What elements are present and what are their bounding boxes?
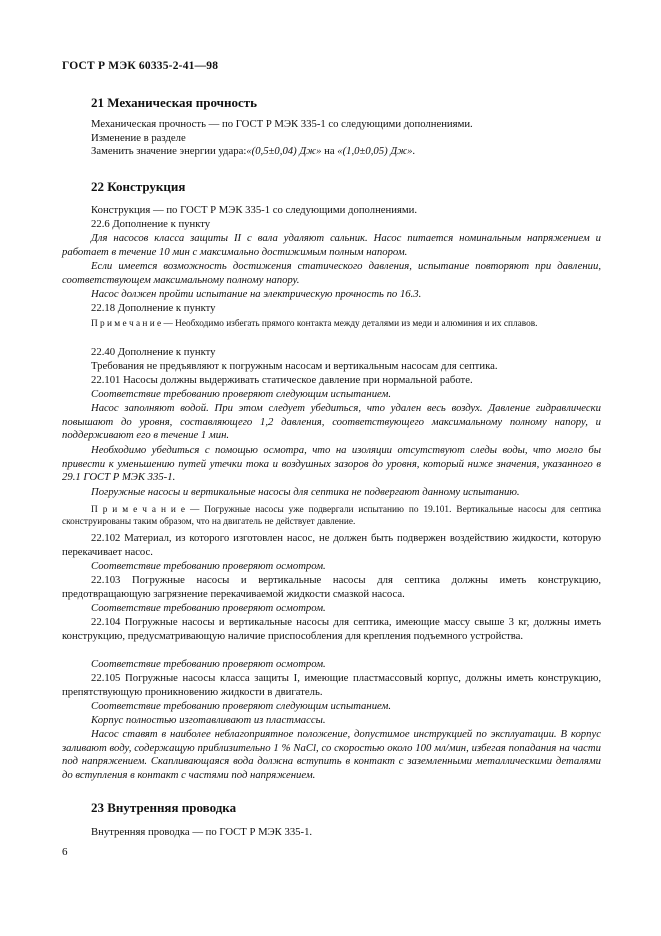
new-value: «(1,0±0,05) Дж» xyxy=(337,145,413,158)
note-label: П р и м е ч а н и е xyxy=(91,505,185,515)
clause-22-6-para-1: Для насосов класса защиты II с вала удаляют сальник. Насос питается номинальным напряжением и работает в течение 10 мин с максимально достижимым полным напором. xyxy=(62,232,601,258)
clause-22-101-text: 22.101 Насосы должны выдерживать статическое давление при нормальной работе. xyxy=(91,374,473,386)
section-21-line-2: Изменение в разделе xyxy=(91,131,186,144)
old-value: «(0,5±0,04) Дж» xyxy=(246,145,322,158)
note-label: П р и м е ч а н и е xyxy=(91,319,162,329)
section-22-heading: 22 Конструкция xyxy=(91,179,186,194)
clause-22-101-compliance: Соответствие требованию проверяют следующим испытанием. xyxy=(91,388,392,400)
clause-22-104-compliance: Соответствие требованию проверяют осмотром. xyxy=(91,658,326,670)
clause-22-40-text: Требования не предъявляют к погружным насосам и вертикальным насосам для септика. xyxy=(91,360,498,372)
clause-22-6-para-2: Если имеется возможность достижения статического давления, испытание повторяют при давлении, соответствующем максимальному полному напору. xyxy=(62,260,601,286)
clause-22-105-para-2: Насос ставят в наиболее неблагоприятное положение, допустимое инструкцией по эксплуатации. В корпус заливают воду, содержащую приблизительно 1 % NaCl, со скоростью около 100 мл/мин, избегая попадания на части под напряжением. Скапливающаяся вода должна вступить в контакт с заземленными металлическими деталями до вступления в контакт с частями под напряжением. xyxy=(62,728,601,781)
section-21-line-3 xyxy=(91,145,601,159)
clause-22-103-compliance: Соответствие требованию проверяют осмотром. xyxy=(91,602,326,614)
clause-22-103-text: 22.103 Погружные насосы и вертикальные насосы для септика должны иметь конструкцию, предотвращающую загрязнение перекачиваемой жидкости смазкой насоса. xyxy=(62,574,601,600)
clause-22-102-text: 22.102 Материал, из которого изготовлен насос, не должен быть подвержен воздействию жидкости, которую перекачивает насос. xyxy=(62,532,601,558)
clause-22-102-compliance: Соответствие требованию проверяют осмотром. xyxy=(91,560,326,572)
section-21-line-1: Механическая прочность — по ГОСТ Р МЭК 335-1 со следующими дополнениями. xyxy=(91,118,473,130)
text: на xyxy=(321,145,338,158)
note-text: — Необходимо избегать прямого контакта между деталями из меди и алюминия и их сплавов. xyxy=(161,319,538,329)
note-2 xyxy=(62,504,601,528)
note-text: — Погружные насосы уже подвергали испытанию по 19.101. Вертикальные насосы для септика сконструированы таким образом, что на двигатель не действует давление. xyxy=(62,505,601,528)
clause-22-101-para-2: Необходимо убедиться с помощью осмотра, что на изоляции отсутствуют следы воды, что могло бы привести к уменьшению путей утечки тока и воздушных зазоров до уровня, который ниже значения, указанного в 29.1 ГОСТ Р МЭК 335-1. xyxy=(62,444,601,484)
section-23-text: Внутренняя проводка — по ГОСТ Р МЭК 335-1. xyxy=(91,826,313,838)
clause-22-105-text: 22.105 Погружные насосы класса защиты I, имеющие пластмассовый корпус, должны иметь конструкцию, препятствующую проникновению жидкости в двигатель. xyxy=(62,672,601,698)
page-number: 6 xyxy=(62,846,68,858)
clause-22-6-title: 22.6 Дополнение к пункту xyxy=(91,218,211,230)
document-header: ГОСТ Р МЭК 60335-2-41—98 xyxy=(62,60,219,72)
section-22-intro: Конструкция — по ГОСТ Р МЭК 335-1 со следующими дополнениями. xyxy=(91,204,418,216)
text: Заменить значение энергии удара: xyxy=(91,145,247,158)
clause-22-105-compliance: Соответствие требованию проверяют следующим испытанием. xyxy=(91,700,392,712)
clause-22-40-title: 22.40 Дополнение к пункту xyxy=(91,346,216,358)
clause-22-18-title: 22.18 Дополнение к пункту xyxy=(91,302,216,314)
section-23-heading: 23 Внутренняя проводка xyxy=(91,800,237,815)
text: . xyxy=(412,145,416,158)
clause-22-101-para-3: Погружные насосы и вертикальные насосы для септика не подвергают данному испытанию. xyxy=(91,486,520,498)
clause-22-104-text: 22.104 Погружные насосы и вертикальные насосы для септика, имеющие массу свыше 3 кг, должны иметь конструкцию, предусматривающую наличие приспособления для крепления подъемного устройства. xyxy=(62,616,601,642)
clause-22-105-para-1: Корпус полностью изготавливают из пластмассы. xyxy=(91,714,326,726)
section-21-heading: 21 Механическая прочность xyxy=(91,95,258,110)
clause-22-6-para-3: Насос должен пройти испытание на электрическую прочность по 16.3. xyxy=(91,288,422,300)
note-1 xyxy=(62,318,601,330)
clause-22-101-para-1: Насос заполняют водой. При этом следует убедиться, что удален весь воздух. Давление гидравлически повышают до уровня, составляющего 1,2 давления, соответствующего максимальному полному напору, и поддерживают его в течение 1 мин. xyxy=(62,402,601,442)
section-21-body xyxy=(91,118,601,159)
